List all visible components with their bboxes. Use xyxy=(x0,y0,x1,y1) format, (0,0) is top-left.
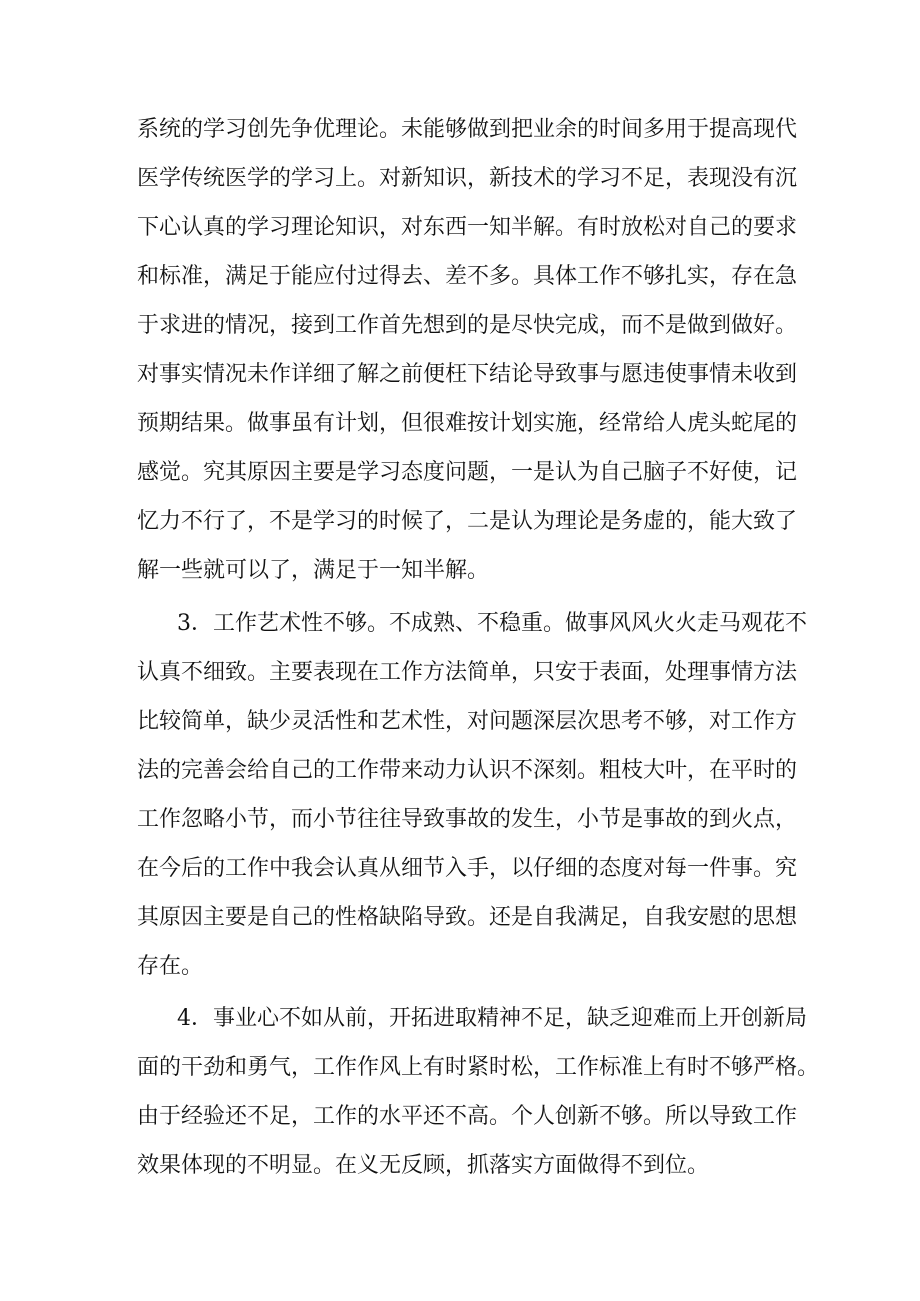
text-line: 工作忽略小节，而小节往往导致事故的发生，小节是事故的到火点， xyxy=(137,807,798,832)
text-line: 法的完善会给自己的工作带来动力认识不深刻。粗枝大叶，在平时的 xyxy=(137,758,798,783)
text-line: 医学传统医学的学习上。对新知识，新技术的学习不足，表现没有沉 xyxy=(137,166,798,191)
text-line: 于求进的情况，接到工作首先想到的是尽快完成，而不是做到做好。 xyxy=(137,313,798,338)
text-line: 下心认真的学习理论知识，对东西一知半解。有时放松对自己的要求 xyxy=(137,215,798,240)
text-line: 预期结果。做事虽有计划，但很难按计划实施，经常给人虎头蛇尾的 xyxy=(137,411,798,436)
text-line: 4．事业心不如从前，开拓进取精神不足，缺乏迎难而上开创新局 xyxy=(177,1006,807,1031)
text-line: 解一些就可以了，满足于一知半解。 xyxy=(137,558,490,583)
text-line: 和标准，满足于能应付过得去、差不多。具体工作不够扎实，存在急 xyxy=(137,264,798,289)
text-line: 在今后的工作中我会认真从细节入手，以仔细的态度对每一件事。究 xyxy=(137,856,798,881)
text-line: 忆力不行了，不是学习的时候了，二是认为理论是务虚的，能大致了 xyxy=(137,509,798,534)
text-line: 3．工作艺术性不够。不成熟、不稳重。做事风风火火走马观花不 xyxy=(177,611,807,636)
text-line: 存在。 xyxy=(137,954,204,979)
text-line: 面的干劲和勇气，工作作风上有时紧时松，工作标准上有时不够严格。 xyxy=(137,1055,820,1080)
text-line: 感觉。究其原因主要是学习态度问题，一是认为自己脑子不好使，记 xyxy=(137,460,798,485)
text-line: 认真不细致。主要表现在工作方法简单，只安于表面，处理事情方法 xyxy=(137,660,798,685)
text-line: 对事实情况未作详细了解之前便枉下结论导致事与愿违使事情未收到 xyxy=(137,362,798,387)
text-line: 比较简单，缺少灵活性和艺术性，对问题深层次思考不够，对工作方 xyxy=(137,709,798,734)
text-line: 其原因主要是自己的性格缺陷导致。还是自我满足，自我安慰的思想 xyxy=(137,905,798,930)
text-line: 效果体现的不明显。在义无反顾，抓落实方面做得不到位。 xyxy=(137,1153,710,1178)
text-line: 由于经验还不足，工作的水平还不高。个人创新不够。所以导致工作 xyxy=(137,1104,798,1129)
text-line: 系统的学习创先争优理论。未能够做到把业余的时间多用于提高现代 xyxy=(137,117,798,142)
